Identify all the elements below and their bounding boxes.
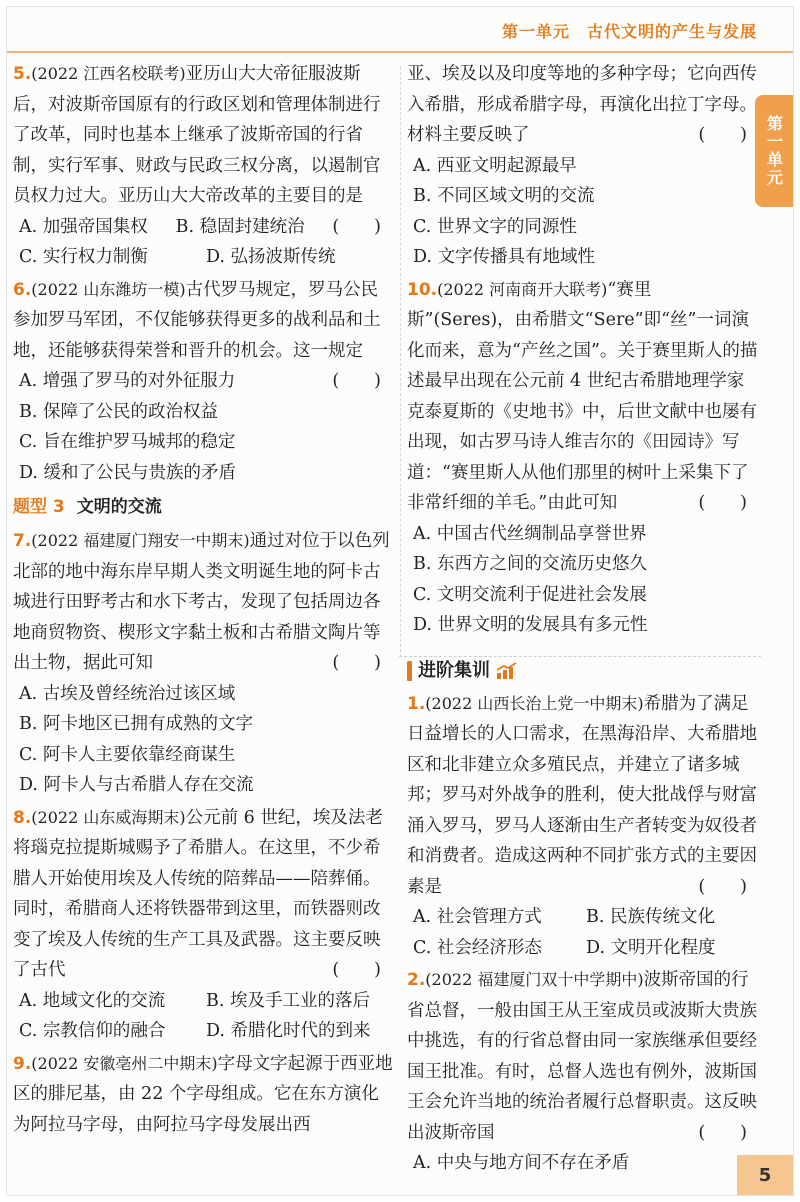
answer-bracket[interactable]: ( ) (332, 653, 381, 673)
option-a[interactable]: A. 中国古代丝绸制品享誉世界 (413, 523, 647, 544)
option-d[interactable]: D. 文字传播具有地域性 (413, 247, 596, 267)
question-number: 1. (407, 693, 426, 714)
left-column (13, 59, 393, 1142)
question-number: 5. (13, 64, 32, 84)
bar-chart-icon (496, 662, 518, 680)
option-b[interactable]: B. 保障了公民的政治权益 (19, 401, 218, 422)
question-text: 通过对位于以色列北部的地中海东岸早期人类文明诞生地的阿卡古城进行田野考古和水下考古，发现了包括周边各地商贸物资、楔形文字黏土板和古希腊文陶片等出土物，据此可知 (13, 531, 390, 673)
question-5 (13, 59, 393, 273)
question-9-continued (407, 59, 759, 273)
heading-marker (407, 661, 412, 681)
question-source: (2022 江西名校联考) (31, 64, 186, 83)
section-heading (13, 494, 393, 520)
option-d[interactable]: D. 世界文明的发展具有多元性 (413, 615, 648, 635)
advanced-section-title: 进阶集训 (418, 659, 490, 681)
answer-bracket[interactable]: ( ) (698, 876, 747, 897)
advanced-question-2 (407, 965, 759, 1179)
question-number: 6. (13, 279, 32, 300)
answer-bracket[interactable]: ( ) (332, 960, 381, 980)
question-9 (13, 1049, 393, 1141)
question-number: 7. (13, 531, 32, 551)
option-a[interactable]: A. 增强了罗马的对外征服力 (19, 371, 236, 391)
question-source: (2022 山西长治上党一中期末) (425, 693, 644, 713)
unit-title: 第一单元 古代文明的产生与发展 (501, 21, 757, 41)
question-text: 古代罗马规定，罗马公民参加罗马军团，不仅能够获得更多的战利品和土地，还能够获得荣誉和晋升的机会。这一规定 (13, 279, 381, 361)
question-source: (2022 福建厦门双十中学期中) (425, 970, 644, 989)
page-number: 5 (737, 1155, 793, 1195)
option-b[interactable]: B. 民族传统文化 (586, 907, 715, 927)
advanced-question-1 (407, 689, 759, 964)
advanced-section-heading (407, 657, 759, 685)
option-d[interactable]: D. 缓和了公民与贵族的矛盾 (19, 462, 237, 483)
question-source: (2022 山东威海期末) (31, 807, 186, 827)
question-6 (13, 275, 393, 489)
question-text: 亚、埃及以及印度等地的多种字母；它向西传入希腊，形成希腊字母，再演化出拉丁字母。材料主要反映了 (407, 64, 757, 145)
answer-bracket[interactable]: ( ) (698, 1122, 747, 1143)
answer-bracket[interactable]: ( ) (698, 493, 747, 513)
option-d[interactable]: D. 阿卡人与古希腊人存在交流 (19, 775, 254, 795)
option-b[interactable]: B. 稳固封建统治 (175, 216, 305, 237)
question-number: 8. (13, 807, 32, 828)
question-source: (2022 安徽亳州二中期末) (31, 1053, 218, 1073)
question-text: 公元前 6 世纪，埃及法老将瑙克拉提斯城赐予了希腊人。在这里，不少希腊人开始使用埃及人传统的陪葬品——陪葬俑。同时，希腊商人还将铁器带到这里，而铁器则改变了埃及人传统的生产工具及武器。这主要反映了古代 (13, 807, 383, 980)
option-c[interactable]: C. 社会经济形态 (413, 937, 542, 958)
option-a[interactable]: A. 地域文化的交流 (19, 990, 166, 1011)
question-number: 2. (407, 970, 426, 990)
right-column (407, 59, 759, 1181)
answer-bracket[interactable]: ( ) (698, 125, 747, 145)
page (6, 6, 794, 1196)
option-b[interactable]: B. 不同区域文明的交流 (413, 186, 595, 206)
option-c[interactable]: C. 世界文字的同源性 (413, 216, 577, 237)
page-header (502, 15, 793, 45)
question-number: 10. (407, 279, 438, 300)
option-c[interactable]: C. 旨在维护罗马城邦的稳定 (19, 432, 236, 452)
option-d[interactable]: D. 文明开化程度 (586, 937, 716, 958)
section-tag: 题型 3 (13, 497, 65, 517)
answer-bracket[interactable]: ( ) (332, 216, 381, 237)
option-d[interactable]: D. 弘扬波斯传统 (206, 247, 336, 267)
option-b[interactable]: B. 埃及手工业的落后 (206, 990, 370, 1011)
section-divider (399, 656, 761, 657)
option-b[interactable]: B. 东西方之间的交流历史悠久 (413, 554, 647, 574)
header-rule (7, 51, 793, 53)
question-source: (2022 河南商开大联考) (437, 279, 608, 299)
option-c[interactable]: C. 实行权力制衡 (19, 247, 148, 267)
unit-side-tab: 第一单元 (755, 95, 793, 207)
option-a[interactable]: A. 西亚文明起源最早 (413, 155, 577, 176)
option-c[interactable]: C. 阿卡人主要依靠经商谋生 (19, 744, 236, 765)
question-text: 字母文字起源于西亚地区的腓尼基，由 22 个字母组成。它在东方演化为阿拉马字母，由阿拉马字母发展出西 (13, 1053, 393, 1135)
option-a[interactable]: A. 社会管理方式 (413, 907, 542, 927)
option-d[interactable]: D. 希腊化时代的到来 (206, 1021, 371, 1041)
question-number: 9. (13, 1053, 32, 1074)
option-a[interactable]: A. 古埃及曾经统治过该区域 (19, 683, 236, 704)
option-c[interactable]: C. 文明交流利于促进社会发展 (413, 584, 647, 605)
question-text: “赛里斯”(Seres)，由希腊文“Sere”即“丝”一词演化而来，意为“产丝之国”。关于赛里斯人的描述最早出现在公元前 4 世纪古希腊地理学家克泰夏斯的《史地书》中，后世文献中也屡有出现，如古罗马诗人维吉尔的《田园诗》写道：“赛里斯人从他们那里的树叶上采集下了非常纤细的羊毛。”由此可知 (407, 279, 758, 513)
question-text: 希腊为了满足日益增长的人口需求，在黑海沿岸、大希腊地区和北非建立众多殖民点，并建立了诸多城邦；罗马对外战争的胜利，使大批战俘与财富涌入罗马，罗马人逐渐由生产者转变为奴役者和消费者。造成这两种不同扩张方式的主要因素是 (407, 693, 757, 897)
answer-bracket[interactable]: ( ) (332, 371, 381, 391)
question-text: 波斯帝国的行省总督，一般由国王从王室成员或波斯大贵族中挑选，有的行省总督由同一家族继承但要经国王批准。有时，总督人选也有例外，波斯国王会允许当地的统治者履行总督职责。这反映出波斯帝国 (407, 970, 757, 1143)
question-7 (13, 526, 393, 801)
question-10 (407, 275, 759, 641)
option-a[interactable]: A. 加强帝国集权 (19, 216, 148, 237)
option-a[interactable]: A. 中央与地方间不存在矛盾 (413, 1153, 630, 1173)
section-title: 文明的交流 (76, 497, 162, 517)
column-divider (400, 67, 401, 657)
option-c[interactable]: C. 宗教信仰的融合 (19, 1021, 166, 1041)
option-b[interactable]: B. 阿卡地区已拥有成熟的文字 (19, 714, 253, 734)
question-source: (2022 福建厦门翔安一中期末) (31, 531, 250, 550)
question-8 (13, 803, 393, 1047)
question-text: 亚历山大大帝征服波斯后，对波斯帝国原有的行政区划和管理体制进行了改革，同时也基本上继承了波斯帝国的行省制，实行军事、财政与民政三权分离，以遏制官员权力过大。亚历山大大帝改革的主要目的是 (13, 64, 381, 206)
question-source: (2022 山东潍坊一模) (31, 279, 186, 299)
